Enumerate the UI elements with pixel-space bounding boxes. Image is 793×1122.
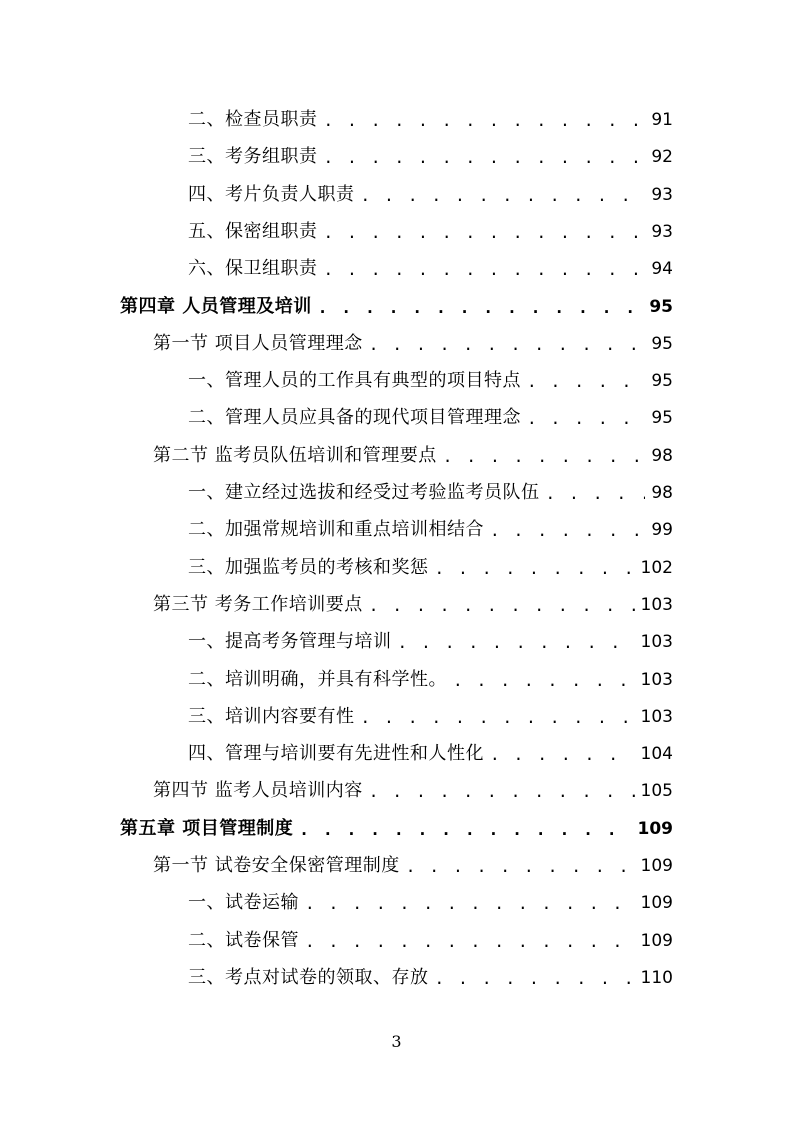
toc-dot-leader <box>435 968 635 990</box>
toc-dot-leader <box>490 744 635 766</box>
toc-entry-section[interactable] <box>153 848 673 878</box>
toc-dot-leader <box>305 931 635 953</box>
toc-entry-item[interactable] <box>188 475 673 505</box>
toc-entry-title: 第二节 监考员队伍培训和管理要点 <box>153 444 437 466</box>
toc-entry-item[interactable] <box>188 960 673 990</box>
page-number: 3 <box>391 1032 402 1051</box>
toc-entry-page: 95 <box>651 408 673 429</box>
toc-dot-leader <box>324 259 646 281</box>
toc-entry-page: 95 <box>651 333 673 354</box>
toc-dot-leader <box>546 483 646 505</box>
toc-entry-item[interactable] <box>188 885 673 915</box>
toc-entry-page: 102 <box>640 557 673 578</box>
toc-dot-leader <box>398 632 635 654</box>
toc-entry-title: 二、检查员职责 <box>188 109 318 130</box>
toc-dot-leader <box>318 297 644 319</box>
toc-entry-page: 93 <box>651 184 673 205</box>
toc-dot-leader <box>527 371 645 393</box>
toc-entry-page: 99 <box>651 520 673 541</box>
toc-entry-title: 一、提高考务管理与培训 <box>188 631 392 653</box>
toc-entry-item[interactable] <box>188 550 673 580</box>
toc-entry-page: 98 <box>651 483 673 503</box>
toc-dot-leader <box>324 147 646 169</box>
toc-entry-item[interactable] <box>188 251 673 281</box>
toc-entry-item[interactable] <box>188 699 673 729</box>
toc-entry-item[interactable] <box>188 214 673 244</box>
toc-dot-leader <box>453 670 635 692</box>
toc-entry-page: 95 <box>649 296 673 317</box>
toc-dot-leader <box>443 446 646 468</box>
toc-dot-leader <box>369 334 646 356</box>
toc-entry-page: 92 <box>651 147 673 168</box>
toc-dot-leader <box>369 595 635 617</box>
toc-entry-page: 91 <box>651 110 673 130</box>
toc-entry-title: 三、考务组职责 <box>188 146 318 168</box>
toc-entry-title: 四、考片负责人职责 <box>188 183 355 205</box>
toc-entry-item[interactable] <box>188 139 673 169</box>
toc-entry-page: 98 <box>651 445 673 466</box>
toc-dot-leader <box>527 408 645 430</box>
toc-entry-page: 103 <box>640 632 673 653</box>
toc-entry-title: 五、保密组职责 <box>188 220 318 242</box>
toc-entry-section[interactable] <box>153 773 673 803</box>
toc-entry-title: 一、建立经过选拔和经受过考验监考员队伍 <box>188 482 540 503</box>
toc-entry-title: 一、管理人员的工作具有典型的项目特点 <box>188 370 521 392</box>
toc-entry-page: 93 <box>651 221 673 242</box>
toc-dot-leader <box>490 520 645 542</box>
toc-entry-title: 二、试卷保管 <box>188 929 299 951</box>
toc-entry-section[interactable] <box>153 326 673 356</box>
toc-dot-leader <box>435 558 635 580</box>
toc-entry-title: 二、管理人员应具备的现代项目管理理念 <box>188 407 521 429</box>
toc-entry-page: 103 <box>640 594 673 615</box>
toc-entry-title: 第三节 考务工作培训要点 <box>153 593 363 615</box>
toc-entry-page: 109 <box>637 818 673 839</box>
toc-dot-leader <box>299 819 631 841</box>
toc-entry-title: 第五章 项目管理制度 <box>120 817 294 839</box>
toc-dot-leader <box>361 185 646 207</box>
toc-entry-item[interactable] <box>188 102 673 132</box>
toc-entry-page: 103 <box>640 706 673 727</box>
toc-entry-item[interactable] <box>188 624 673 654</box>
toc-entry-item[interactable] <box>188 512 673 542</box>
toc-entry-title: 三、加强监考员的考核和奖惩 <box>188 556 429 578</box>
toc-entry-section[interactable] <box>153 587 673 617</box>
toc-dot-leader <box>406 856 635 878</box>
toc-entry-title: 六、保卫组职责 <box>188 258 318 280</box>
toc-entry-title: 三、考点对试卷的领取、存放 <box>188 966 429 988</box>
toc-entry-title: 第四节 监考人员培训内容 <box>153 780 363 802</box>
toc-entry-item[interactable] <box>188 736 673 766</box>
toc-entry-item[interactable] <box>188 400 673 430</box>
toc-entry-item[interactable] <box>188 662 673 692</box>
toc-entry-title: 第四章 人员管理及培训 <box>120 295 312 317</box>
toc-entry-page: 104 <box>640 744 673 765</box>
toc-entry-chapter[interactable] <box>120 289 673 319</box>
toc-entry-title: 一、试卷运输 <box>188 892 299 914</box>
toc-entry-page: 95 <box>651 371 673 392</box>
toc-entry-section[interactable] <box>153 438 673 468</box>
toc-entry-title: 二、培训明确，并具有科学性。 <box>188 668 447 690</box>
toc-entry-item[interactable] <box>188 923 673 953</box>
toc-entry-page: 110 <box>640 967 673 988</box>
toc-entry-title: 二、加强常规培训和重点培训相结合 <box>188 519 484 541</box>
toc-entry-item[interactable] <box>188 177 673 207</box>
toc-entry-page: 94 <box>651 259 673 280</box>
toc-entry-page: 109 <box>640 856 673 876</box>
toc-entry-item[interactable] <box>188 363 673 393</box>
toc-entry-chapter[interactable] <box>120 811 673 841</box>
toc-dot-leader <box>361 707 635 729</box>
toc-dot-leader <box>305 893 635 915</box>
toc-entry-page: 105 <box>640 781 673 802</box>
toc-entry-page: 109 <box>640 930 673 951</box>
toc-entry-title: 第一节 项目人员管理理念 <box>153 332 363 354</box>
toc-entry-title: 四、管理与培训要有先进性和人性化 <box>188 743 484 765</box>
toc-dot-leader <box>369 781 635 803</box>
toc-dot-leader <box>324 110 646 132</box>
toc-entry-page: 109 <box>640 893 673 914</box>
toc-entry-title: 第一节 试卷安全保密管理制度 <box>153 855 400 876</box>
toc-entry-page: 103 <box>640 669 673 690</box>
toc-dot-leader <box>324 222 646 244</box>
toc-entry-title: 三、培训内容要有性 <box>188 705 355 727</box>
